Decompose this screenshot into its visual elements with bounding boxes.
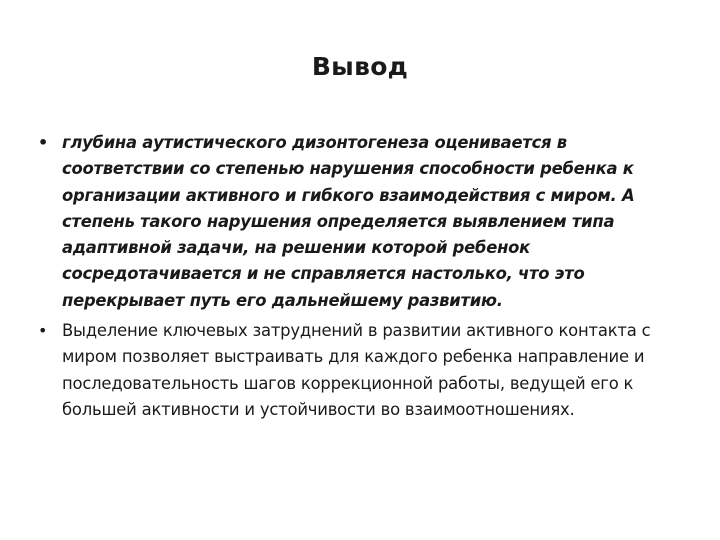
bullet-text-1: глубина аутистического дизонтогенеза оценивается в соответствии со степенью нарушения способности ребенка к организации активного и гибкого взаимодействия с миром. А степень такого нарушения определяется выявлением типа адаптивной задачи, на решении которой ребенок сосредотачивается и не справляется настолько, что это перекрывает путь его дальнейшему развитию: [62, 133, 635, 310]
bullet-item-2: [38, 318, 688, 423]
bullet-marker: •: [38, 321, 48, 341]
bullet-trailing-period: .: [496, 290, 503, 310]
slide-title: Вывод: [311, 52, 409, 81]
bullet-list: [38, 130, 688, 427]
bullet-marker: •: [38, 133, 48, 152]
bullet-item-1: [38, 130, 688, 314]
bullet-text-2: Выделение ключевых затруднений в развитии активного контакта с миром позволяет выстраивать для каждого ребенка направление и последовательность шагов коррекционной работы, ведущей его к большей активности и устойчивости во взаимоотношениях.: [62, 321, 651, 419]
